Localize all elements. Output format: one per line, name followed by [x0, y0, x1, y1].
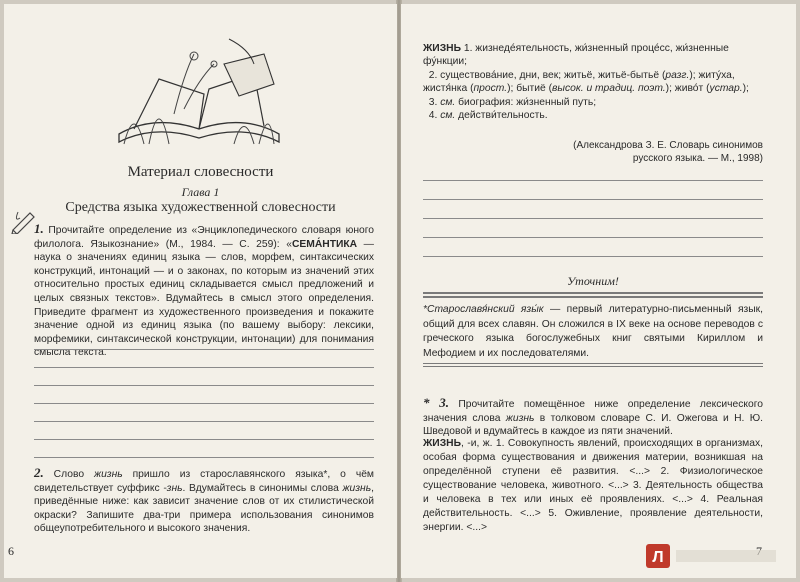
right-page — [401, 4, 796, 578]
note-box — [423, 274, 763, 367]
answer-line[interactable] — [34, 404, 374, 422]
svg-text:Л: Л — [652, 549, 664, 566]
answer-line[interactable] — [423, 181, 763, 200]
term-semantics: СЕМА́НТИКА — [291, 238, 358, 250]
answer-lines-1 — [34, 332, 374, 458]
source-citation: (Александрова З. Е. Словарь синонимов русского языка. — М., 1998) — [573, 140, 763, 164]
definition-entry: ЖИЗНЬ, -и, ж. 1. Совокупность явлений, происходящих в организмах, особая форма существования и движения материи, возникшая на определённой ступени её развития. <...> 2. Физиологическое существование человека, животного. <...> 3. Деятельность общества и человека в тех или иных её проявлениях. <...> 4. Реальная действительность. <...> 5. Оживление, проявление деятельности, энергии. <...> — [423, 438, 763, 533]
answer-line[interactable] — [34, 422, 374, 440]
chapter-title: Средства языка художественной словесности — [65, 200, 336, 215]
section-title: Материал словесности — [127, 164, 274, 180]
note-text: *Старославя́нский язы́к — первый литературно-письменный язык, общий для всех славян. Он сложился в IX веке на основе переводов с греческого языка богослужебных книг святыми Кириллом и Мефодием и их последователями. — [423, 304, 764, 359]
left-page — [4, 4, 397, 578]
answer-line[interactable] — [34, 368, 374, 386]
task-1-number: 1. — [34, 221, 44, 236]
answer-line[interactable] — [423, 219, 763, 238]
task-3-text: * 3. Прочитайте помещённое ниже определение лексического значения слова жизнь в толковом словаре С. И. Ожегова и Н. Ю. Шведовой и вдумайтесь в каждое из пяти значений. — [423, 395, 764, 438]
task-2-text: 2. Слово жизнь пришло из старославянского языка*, о чём свидетельствует суффикс -знь. Вдумайтесь в синонимы слова жизнь, приведённые ниже: как зависит значение слов от их стилистической окраски? Запишите два-три примера использования синонимов общеупотребительного и высокого значения. — [34, 465, 375, 535]
page-number-left: 6 — [8, 544, 14, 558]
synonyms-head: ЖИЗНЬ — [423, 43, 461, 54]
book-illustration-icon — [114, 34, 284, 149]
answer-line[interactable] — [423, 200, 763, 219]
task-3-number: * 3. — [423, 395, 449, 410]
answer-line[interactable] — [34, 386, 374, 404]
synonyms-entry: ЖИЗНЬ 1. жизнеде́ятельность, жи́зненный проце́сс, жи́зненные фу́нкции; 2. существова́ние, дни, век; житьё, житьё-бытьё (разг.); житу́ха, жистя́нка (прост.); бытиё (высок. и традиц. поэт.); живо́т (устар.); 3. см. биография: жи́зненный путь; 4. см. действи́тельность. — [423, 43, 749, 122]
publisher-logo — [638, 538, 798, 578]
answer-lines-2 — [423, 162, 763, 257]
definition-head: ЖИЗНЬ — [423, 438, 461, 449]
chapter-label: Глава 1 — [181, 185, 220, 199]
task-1-text: 1. Прочитайте определение из «Энциклопедического словаря юного филолога. Языкознание» (М., 1984. — С. 259): «СЕМА́НТИКА — наука о значениях единиц языка — слов, морфем, синтаксических конструкций, интонаций — и о законах, по которым из значений этих относительно простых единиц складывается смысл предложений и целых связных текстов». Вдумайтесь в смысл этого определения. Приведите фрагмент из художественного произведения и покажите значение одной из единиц языка (по вашему выбору: лексики, морфемики, синтаксической конструкции, интонации) для понимания смысла текста. — [34, 221, 374, 359]
note-divider-bottom — [423, 363, 763, 367]
answer-line[interactable] — [423, 238, 763, 257]
answer-line[interactable] — [34, 332, 374, 350]
note-title: Уточним! — [567, 274, 619, 288]
answer-line[interactable] — [34, 440, 374, 458]
note-term: *Старославя́нский язы́к — [423, 304, 544, 315]
answer-line[interactable] — [34, 350, 374, 368]
answer-line[interactable] — [423, 162, 763, 181]
task-2-number: 2. — [34, 465, 44, 480]
